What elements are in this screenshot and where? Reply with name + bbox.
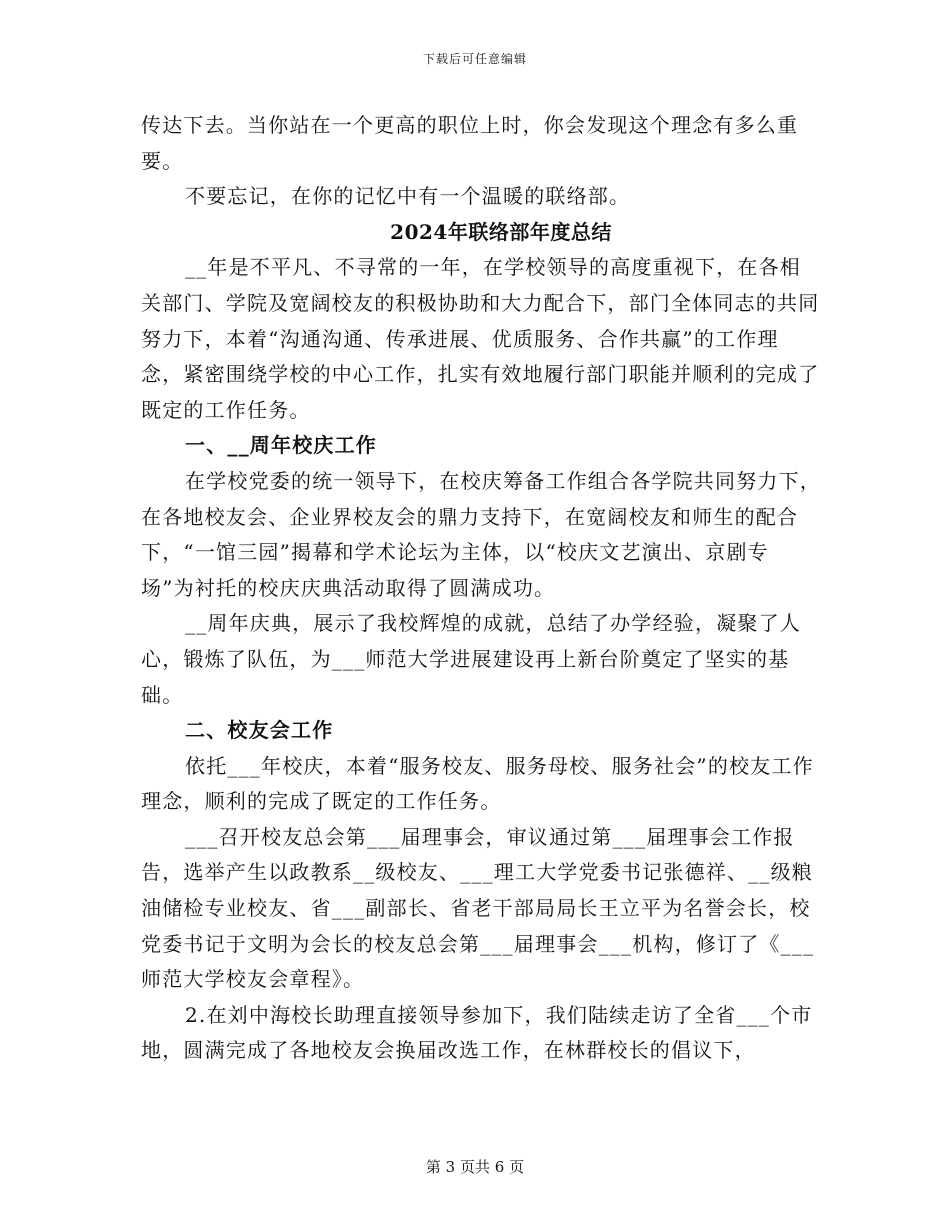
page-header: 下载后可任意编辑 — [422, 52, 527, 66]
paragraph-continuation: 传达下去。当你站在一个更高的职位上时，你会发现这个理念有多么重要。 — [141, 113, 799, 173]
paragraph-alumni-visits: 2.在刘中海校长助理直接领导参加下，我们陆续走访了全省___个市地，圆满完成了各地校友会换届改选工作，在林群校长的倡议下， — [141, 1002, 813, 1063]
section-heading-anniversary: 一、__周年校庆工作 — [185, 433, 377, 458]
paragraph-reminder: 不要忘记，在你的记忆中有一个温暖的联络部。 — [185, 184, 631, 209]
section-heading-alumni: 二、校友会工作 — [185, 718, 334, 743]
paragraph-anniversary-summary: __周年庆典，展示了我校辉煌的成就，总结了办学经验，凝聚了人心，锻炼了队伍，为___师范大学进展建设再上新台阶奠定了坚实的基础。 — [141, 611, 801, 707]
paragraph-alumni-council: ___召开校友总会第___届理事会，审议通过第___届理事会工作报告，选举产生以政教系__级校友、___理工大学党委书记张德祥、__级粮油储检专业校友、省___副部长、省老干部局局长王立平为名誉会长，校党委书记于文明为会长的校友总会第___届理事会___机构，修订了《___师范大学校友会章程》。 — [141, 824, 815, 992]
document-body — [141, 108, 821, 1069]
paragraph-alumni-intro: 依托___年校庆，本着“服务校友、服务母校、服务社会”的校友工作理念，顺利的完成了既定的工作任务。 — [141, 753, 814, 814]
paragraph-intro: __年是不平凡、不寻常的一年，在学校领导的高度重视下，在各相关部门、学院及宽阔校友的积极协助和大力配合下，部门全体同志的共同努力下，本着“沟通沟通、传承进展、优质服务、合作共赢”的工作理念，紧密围绕学校的中心工作，扎实有效地履行部门职能并顺利的完成了既定的工作任务。 — [141, 255, 820, 422]
page-number: 第 3 页共 6 页 — [425, 1158, 525, 1176]
document-title: 2024年联络部年度总结 — [390, 219, 612, 244]
paragraph-anniversary: 在学校党委的统一领导下，在校庆筹备工作组合各学院共同努力下，在各地校友会、企业界校友会的鼎力支持下，在宽阔校友和师生的配合下，“一馆三园”揭幕和学术论坛为主体，以“校庆文艺演出、京剧专场”为衬托的校庆庆典活动取得了圆满成功。 — [141, 468, 821, 600]
